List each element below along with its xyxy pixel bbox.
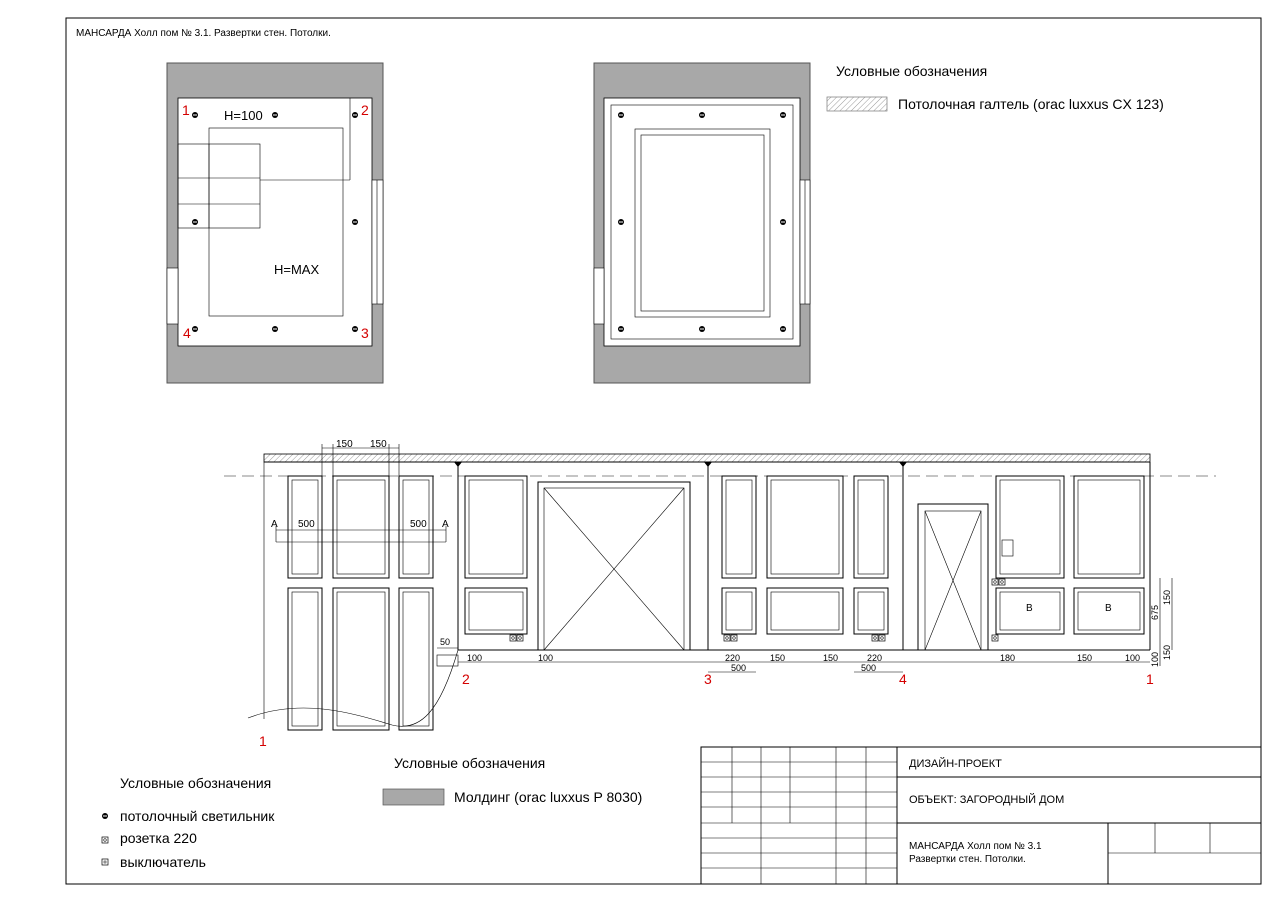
- wall-number-1-left: 1: [259, 733, 267, 749]
- dims-mid: [271, 519, 1112, 614]
- title-block: [701, 747, 1261, 884]
- height-label-100: H=100: [224, 108, 263, 123]
- ceiling-legend-title: Условные обозначения: [836, 63, 988, 79]
- legend-item-switch: выключатель: [120, 854, 206, 870]
- stamp-grid: [701, 747, 897, 884]
- switch-symbol-icon: [102, 859, 108, 865]
- dim-bottom-220b: 220: [867, 653, 883, 663]
- legend-symbols: [102, 775, 275, 870]
- dim-right-100: 100: [1150, 651, 1160, 667]
- wall-4-1-panels: [918, 476, 1144, 650]
- corner-mark-3: 3: [361, 325, 369, 341]
- wall-number-3: 3: [704, 671, 712, 687]
- dim-bottom-50: 50: [440, 637, 451, 647]
- dim-mid-1: 500: [298, 519, 315, 530]
- stamp-sheet-line2: Развертки стен. Потолки.: [909, 854, 1026, 865]
- dim-bottom-100b: 100: [538, 653, 554, 663]
- wall-2-3-panels: [465, 476, 690, 650]
- legend-item-socket: розетка 220: [120, 830, 197, 846]
- section-mark-a-left: А: [271, 519, 278, 530]
- wall-elevation: [224, 439, 1216, 749]
- legend-left-title: Условные обозначения: [120, 775, 272, 791]
- galtel-swatch: [827, 97, 887, 111]
- corner-mark-1: 1: [182, 102, 190, 118]
- wall-number-2: 2: [462, 671, 470, 687]
- ceiling-plan-1: [167, 63, 383, 383]
- dim-bottom-180: 180: [1000, 653, 1016, 663]
- dim-right-150a: 150: [1162, 589, 1172, 605]
- section-mark-a-right: А: [442, 519, 449, 530]
- panel-mark-b-2: В: [1105, 603, 1112, 614]
- wall-number-1-right: 1: [1146, 671, 1154, 687]
- legend-item-light: потолочный светильник: [120, 808, 275, 824]
- break-line: [248, 650, 458, 726]
- panel-mark-b-1: В: [1026, 603, 1033, 614]
- stamp-object: ОБЪЕКТ: ЗАГОРОДНЫЙ ДОМ: [909, 794, 1065, 806]
- molding-label: Молдинг (orac luxxus P 8030): [454, 789, 643, 805]
- dim-bottom-220a: 220: [725, 653, 741, 663]
- stamp-sheet-line1: МАНСАРДА Холл пом № 3.1: [909, 841, 1042, 852]
- wall-panel-device: [1002, 540, 1013, 556]
- dim-top-1: 150: [336, 439, 353, 450]
- cornice-markers: [454, 462, 907, 467]
- legend-molding: [383, 755, 642, 805]
- height-label-max: H=MAX: [274, 262, 320, 277]
- legend-mid-title: Условные обозначения: [394, 755, 546, 771]
- ceiling-plan-2: [594, 63, 810, 383]
- sheet-title: МАНСАРДА Холл пом № 3.1. Развертки стен. Потолки.: [76, 28, 331, 39]
- dim-bottom-500b: 500: [861, 663, 877, 673]
- door-opening: [594, 268, 604, 324]
- socket-symbol-icon: [102, 837, 108, 843]
- door: [918, 504, 988, 650]
- outlets: [510, 579, 1005, 641]
- dim-right-150b: 150: [1162, 644, 1172, 660]
- dims-right: [1150, 578, 1172, 667]
- dim-bottom-100c: 100: [1125, 653, 1141, 663]
- dim-bottom-500a: 500: [731, 663, 747, 673]
- dim-mid-2: 500: [410, 519, 427, 530]
- corner-mark-4: 4: [183, 325, 191, 341]
- galtel-label: Потолочная галтель (orac luxxus CX 123): [898, 96, 1164, 112]
- corner-mark-2: 2: [361, 102, 369, 118]
- window-opening: [372, 180, 383, 304]
- light-symbol-icon: [102, 813, 108, 819]
- dim-bottom-100a: 100: [467, 653, 483, 663]
- dim-right-675: 675: [1150, 604, 1160, 620]
- cornice-band: [264, 454, 1150, 462]
- stamp-project: ДИЗАЙН-ПРОЕКТ: [909, 758, 1002, 770]
- wall-number-4: 4: [899, 671, 907, 687]
- dim-bottom-150b: 150: [823, 653, 839, 663]
- dim-bottom-150c: 150: [1077, 653, 1093, 663]
- dim-bottom-150a: 150: [770, 653, 786, 663]
- wall-1-2-panels: [288, 476, 433, 730]
- door-opening: [167, 268, 178, 324]
- dim-top-2: 150: [370, 439, 387, 450]
- molding-swatch: [383, 789, 444, 805]
- wall-3-4-panels: [722, 476, 888, 634]
